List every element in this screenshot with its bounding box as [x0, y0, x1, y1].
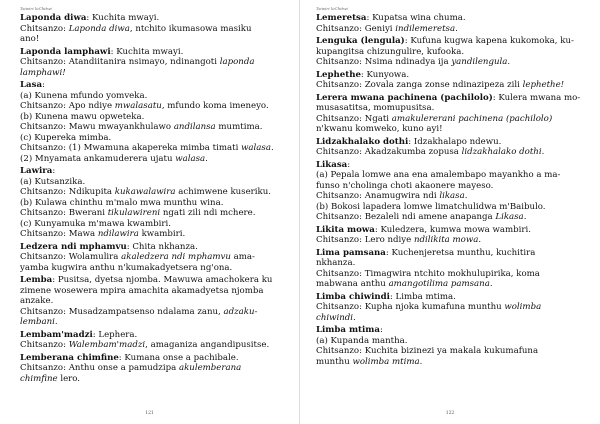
headword: Likasa — [316, 159, 348, 170]
text-segment: Chitsanzo: Wolamulira — [20, 252, 122, 262]
headword: Limba chiwindi — [316, 291, 390, 302]
entry-line — [316, 24, 586, 35]
dictionary-entries — [316, 13, 586, 367]
entry-line — [20, 57, 287, 68]
running-header: Tsiwiri loChitwi — [20, 6, 52, 11]
text-segment: . — [478, 235, 482, 245]
text-segment: (a) Kutsanzika. — [20, 176, 86, 187]
text-segment: Chitsanzo: Mawu mwayankhulawo — [20, 122, 174, 132]
text-segment: mabwana anthu — [316, 279, 389, 289]
text-segment: : — [42, 80, 45, 90]
dictionary-entry — [20, 13, 287, 45]
text-segment: Chitsanzo: Nsima ndinadya ija — [316, 57, 452, 67]
entry-line — [316, 279, 586, 290]
dictionary-entry — [20, 47, 287, 79]
dictionary-entry — [20, 275, 287, 328]
entry-line — [316, 302, 586, 313]
entry-definition-line — [316, 70, 586, 81]
headword: Lidzakhalako dothi — [316, 136, 409, 147]
dictionary-entry — [316, 70, 586, 91]
text-segment: . — [541, 147, 545, 157]
entry-line — [316, 124, 586, 135]
entry-definition-line — [316, 36, 586, 47]
text-segment: (2) Mnyamata ankamuderera ujatu — [20, 153, 176, 164]
example-phrase: amangotilima pamsana — [388, 279, 490, 289]
text-segment: Chitsanzo: Kuchita bizinezi ya makala kukumafuna — [316, 346, 539, 356]
text-segment: Chitsanzo: Mawa — [20, 229, 98, 239]
example-phrase: lembani. — [20, 317, 58, 327]
entry-line — [316, 103, 586, 114]
entry-line — [20, 143, 287, 154]
text-segment: lero. — [57, 373, 81, 384]
example-phrase: tikulawireni — [107, 208, 161, 218]
entry-line — [316, 346, 586, 357]
text-segment: : Kufuna kugwa kapena kukomoka, ku- — [404, 36, 574, 46]
example-phrase: laponda — [219, 57, 255, 67]
headword: Laponda diwa — [20, 13, 87, 23]
text-segment: : Kuchita mwayi. — [86, 13, 160, 23]
entry-definition-line — [316, 13, 586, 24]
right-page — [300, 0, 600, 424]
example-phrase: andilansa — [173, 122, 216, 132]
example-phrase: yandilengula — [451, 57, 508, 67]
entry-line — [20, 340, 287, 351]
headword: Lasa — [20, 80, 43, 90]
entry-definition-line — [20, 13, 287, 24]
entry-definition-line — [20, 330, 287, 341]
text-segment: Chitsanzo: Akadzakumba zopusa — [316, 147, 462, 157]
entry-line — [316, 336, 586, 347]
text-segment: : Kupatsa wina chuma. — [366, 13, 466, 23]
headword: Lenguka (lengula) — [316, 36, 405, 46]
text-segment: . — [523, 212, 527, 222]
headword: Lemba — [20, 275, 53, 285]
dictionary-entry — [316, 137, 586, 158]
dictionary-entry — [316, 292, 586, 324]
entry-line — [20, 122, 287, 133]
text-segment: . — [205, 153, 208, 164]
example-phrase: chimfine — [20, 373, 58, 384]
text-segment: : Chita nkhanza. — [126, 241, 198, 252]
example-phrase: kukawalawira — [114, 187, 176, 197]
entry-line — [316, 258, 586, 269]
headword: Lemeretsa — [316, 13, 367, 23]
headword: Likita mowa — [316, 224, 375, 235]
text-segment: Chitsanzo: Atandiitanira nsimayo, ndinangoti — [20, 57, 220, 67]
entry-line — [20, 229, 287, 240]
text-segment: : Kuledzera, kumwa mowa wambiri. — [374, 224, 531, 235]
text-segment: ano! — [20, 34, 40, 44]
entry-line — [20, 252, 287, 263]
text-segment: Chitsanzo: Bezaleli ndi amene anapanga — [316, 212, 496, 222]
text-segment: : Lephera. — [92, 329, 138, 340]
text-segment: Chitsanzo: Kupha njoka kumafuna munthu — [316, 302, 505, 312]
headword: Lembam'madzi — [20, 329, 93, 340]
text-segment: mumtima. — [215, 122, 263, 132]
entry-line — [316, 202, 586, 213]
text-segment: : Limba mtima. — [389, 291, 456, 302]
entry-line — [316, 114, 586, 125]
text-segment: (a) Pepala lomwe ana ena amalembapo mayankho a ma- — [316, 170, 561, 180]
text-segment: anzake. — [20, 296, 54, 306]
example-phrase: amakulererani pachinena (pachilolo) — [391, 113, 553, 124]
entry-line — [20, 198, 287, 209]
example-phrase: ndilawira — [97, 229, 139, 239]
entry-line — [20, 208, 287, 219]
dictionary-entry — [20, 353, 287, 385]
dictionary-entries — [20, 13, 287, 384]
running-header: Tsiwiri loChitwi — [316, 6, 348, 11]
text-segment: Chitsanzo: Geniyi — [316, 23, 396, 34]
text-segment: : Kuchenjeretsa munthu, kuchitira — [385, 247, 536, 258]
entry-definition-line — [316, 137, 586, 148]
headword: Lerera mwana pachinena (pachilolo) — [316, 92, 493, 103]
text-segment: Chitsanzo: Ndikupita — [20, 187, 115, 197]
text-segment: (b) Kulawa chinthu m'malo mwa munthu wina. — [20, 197, 224, 208]
entry-line — [20, 154, 287, 165]
example-phrase: Walembam'madzi — [68, 340, 146, 350]
headword: Ledzera ndi mphamvu — [20, 241, 127, 252]
entry-line — [20, 112, 287, 123]
entry-line — [20, 374, 287, 385]
entry-line — [316, 357, 586, 368]
entry-definition-line — [20, 353, 287, 364]
example-phrase: ndilikita mowa — [413, 235, 479, 245]
entry-definition-line — [316, 248, 586, 259]
text-segment: : — [52, 166, 56, 176]
text-segment: . — [419, 356, 423, 367]
text-segment: (b) Bokosi lapadera lomwe limatchulidwa m'Baibulo. — [316, 201, 546, 212]
headword: Lawira — [20, 166, 53, 176]
text-segment: . — [455, 23, 458, 34]
example-phrase: lidzakhalako dothi — [461, 147, 542, 157]
entry-definition-line — [20, 275, 287, 286]
text-segment: Chitsanzo: Lero ndiye — [316, 235, 414, 245]
text-segment: Chitsanzo: Anthu onse a pamudzipa — [20, 363, 179, 373]
entry-line — [20, 101, 287, 112]
text-segment: : Kumana onse a pachibale. — [118, 352, 239, 363]
text-segment: Chitsanzo: Musadzampatsenso ndalama zanu, — [20, 306, 224, 317]
dictionary-entry — [20, 166, 287, 240]
text-segment: : Pusitsa, dyetsa njomba. Mawuwa amachokera ku — [52, 275, 273, 285]
headword: Laponda lamphawi — [20, 46, 111, 57]
text-segment: , mfundo koma imeneyo. — [161, 101, 269, 111]
text-segment: Chitsanzo: Apo ndiye — [20, 101, 115, 111]
text-segment: : Kulera mwana mo- — [492, 92, 581, 103]
text-segment: Chitsanzo: Bwerani — [20, 208, 108, 218]
entry-definition-line — [20, 166, 287, 177]
example-phrase: wolimba mtima — [352, 356, 420, 367]
example-phrase: Laponda diwa — [68, 23, 130, 34]
dictionary-entry — [20, 80, 287, 164]
entry-definition-line — [316, 93, 586, 104]
entry-line — [20, 34, 287, 45]
entry-line — [316, 181, 586, 192]
example-phrase: akaledzera ndi mphamvu — [121, 252, 231, 262]
text-segment: : — [347, 159, 351, 170]
text-segment: (a) Kupanda mantha. — [316, 335, 408, 346]
text-segment: achimwene kuseriku. — [175, 187, 272, 197]
example-phrase: lephethe! — [522, 80, 565, 90]
text-segment: n'kwanu komweko, kuno ayi! — [316, 124, 443, 134]
text-segment: : — [379, 325, 383, 335]
entry-line — [20, 133, 287, 144]
example-phrase: lamphawi! — [20, 67, 66, 78]
page-number: 122 — [445, 411, 455, 416]
example-phrase: chiwindi. — [316, 312, 356, 323]
entry-definition-line — [316, 292, 586, 303]
text-segment: , ntchito ikumasowa masiku — [129, 23, 252, 34]
text-segment: (b) Kunena mawu opweteka. — [20, 111, 145, 122]
entry-line — [20, 363, 287, 374]
text-segment: ngati zili ndi mchere. — [160, 208, 256, 218]
entry-definition-line — [316, 225, 586, 236]
text-segment: funso n'cholinga choti akaonere mayeso. — [316, 180, 494, 191]
text-segment: (c) Kunyamuka m'mawa kwambiri. — [20, 218, 171, 229]
text-segment: zimene wosewera mpira amachita akamadyetsa njomba — [20, 285, 264, 296]
entry-line — [20, 177, 287, 188]
text-segment: ama- — [230, 252, 255, 262]
entry-line — [20, 263, 287, 274]
page-number: 121 — [145, 411, 154, 416]
text-segment: nkhanza. — [316, 258, 356, 268]
dictionary-entry — [316, 36, 586, 68]
headword: Lemberana chimfine — [20, 352, 119, 363]
text-segment: kwambiri. — [138, 229, 186, 239]
entry-line — [20, 317, 287, 328]
entry-line — [20, 91, 287, 102]
example-phrase: indilemeretsa — [395, 23, 456, 34]
entry-line — [316, 57, 586, 68]
entry-line — [316, 170, 586, 181]
entry-line — [20, 68, 287, 79]
dictionary-entry — [316, 93, 586, 135]
entry-definition-line — [20, 242, 287, 253]
dictionary-entry — [316, 160, 586, 223]
entry-line — [20, 286, 287, 297]
entry-line — [20, 307, 287, 318]
text-segment: yamba kugwira anthu n'kumakadyetsera ng'ona. — [20, 262, 233, 273]
text-segment: : Idzakhalapo ndewu. — [408, 136, 502, 147]
entry-definition-line — [316, 160, 586, 171]
example-phrase: adzaku- — [223, 306, 258, 317]
example-phrase: likasa — [439, 191, 465, 201]
text-segment: Chitsanzo: Timagwira ntchito mokhulupirika, koma — [316, 268, 540, 279]
text-segment: . — [507, 57, 511, 67]
headword: Lima pamsana — [316, 247, 386, 258]
headword: Lephethe — [316, 69, 361, 80]
entry-line — [316, 47, 586, 58]
text-segment: : Kunyowa. — [360, 69, 410, 80]
example-phrase: Likasa — [495, 212, 524, 222]
dictionary-entry — [316, 225, 586, 246]
entry-line — [316, 147, 586, 158]
dictionary-entry — [316, 325, 586, 367]
entry-definition-line — [20, 47, 287, 58]
text-segment: musasatitsa, momupusitsa. — [316, 103, 435, 113]
example-phrase: walasa — [241, 143, 271, 153]
text-segment: . — [270, 143, 274, 153]
entry-line — [20, 219, 287, 230]
text-segment: . — [489, 279, 493, 289]
text-segment: Chitsanzo: — [20, 23, 69, 34]
entry-line — [20, 187, 287, 198]
dictionary-entry — [20, 330, 287, 351]
entry-definition-line — [20, 80, 287, 91]
text-segment: : Kuchita mwayi. — [110, 46, 184, 57]
entry-definition-line — [316, 325, 586, 336]
dictionary-entry — [316, 248, 586, 290]
dictionary-entry — [316, 13, 586, 34]
text-segment: (c) Kupereka mimba. — [20, 132, 112, 143]
entry-line — [316, 269, 586, 280]
text-segment: (a) Kunena mfundo yomveka. — [20, 90, 148, 101]
text-segment: Chitsanzo: Zovala zanga zonse ndinazipeza zili — [316, 80, 523, 90]
text-segment: . — [464, 191, 468, 201]
text-segment: , amaganiza angandipusitse. — [145, 340, 270, 350]
text-segment: kupangitsa chizungulire, kufooka. — [316, 46, 465, 57]
example-phrase: walasa — [175, 153, 206, 164]
entry-line — [316, 313, 586, 324]
entry-line — [316, 235, 586, 246]
example-phrase: wolimba — [504, 302, 542, 312]
entry-line — [316, 212, 586, 223]
text-segment: Chitsanzo: (1) Mwamuna akapereka mimba timati — [20, 143, 242, 153]
text-segment: munthu — [316, 356, 353, 367]
text-segment: Chitsanzo: Anamugwira ndi — [316, 191, 440, 201]
entry-line — [20, 296, 287, 307]
text-segment: Chitsanzo: Ngati — [316, 113, 392, 124]
dictionary-entry — [20, 242, 287, 274]
text-segment: Chitsanzo: — [20, 340, 69, 350]
entry-line — [316, 191, 586, 202]
example-phrase: mwalasatu — [114, 101, 162, 111]
example-phrase: akulemberana — [178, 363, 242, 373]
entry-line — [20, 24, 287, 35]
entry-line — [316, 80, 586, 91]
headword: Limba mtima — [316, 325, 380, 335]
